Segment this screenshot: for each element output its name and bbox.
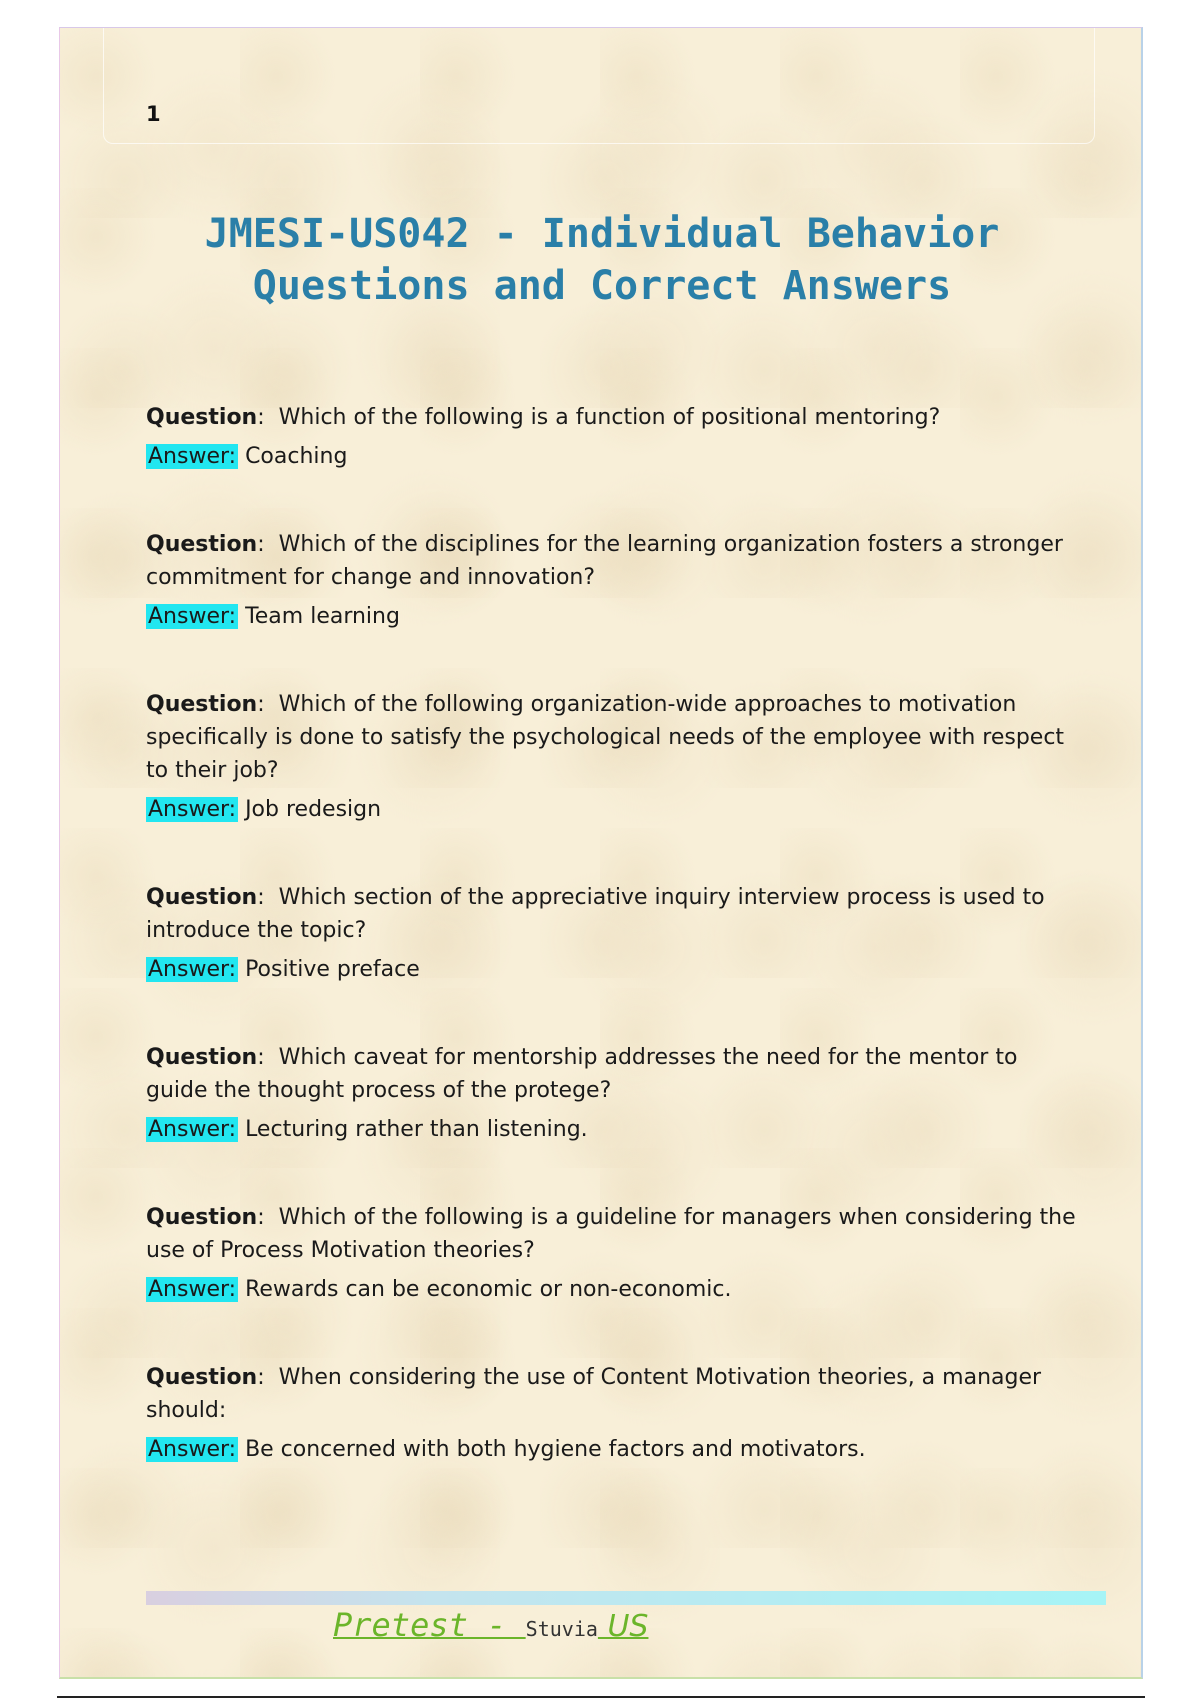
answer-label: Answer: [148,1117,237,1142]
answer-text: Positive preface [245,957,420,982]
footer-brand [333,1606,648,1644]
qa-list [146,401,1076,1521]
question-separator: : [257,1365,265,1390]
question-text: Which section of the appreciative inquiry interview process is used to introduce the topic? [146,885,1045,943]
answer [146,955,1076,985]
question-text: Which of the disciplines for the learning organization fosters a stronger commitment for change and innovation? [146,532,1063,590]
answer-text: Coaching [245,444,348,469]
brand-stuvia: Stuvia [525,1617,598,1641]
question [146,1361,1076,1427]
answer [146,442,1076,472]
question-separator: : [257,405,265,430]
question [146,1041,1076,1107]
question-text: Which caveat for mentorship addresses the need for the mentor to guide the thought process of the protege? [146,1045,1018,1103]
answer-text: Be concerned with both hygiene factors and motivators. [245,1437,866,1462]
page-header-box [103,28,1095,144]
brand-pretest: Pretest - [333,1606,526,1644]
question-label: Question [146,692,258,717]
document-page [59,27,1143,1679]
title-line-1: JMESI-US042 - Individual Behavior [204,211,1000,257]
question [146,1201,1076,1267]
question-text: Which of the following is a function of positional mentoring? [278,405,941,430]
question-label: Question [146,1205,258,1230]
answer-label: Answer: [148,444,237,469]
qa-item [146,1201,1076,1305]
page-number: 1 [146,102,161,126]
title-line-2: Questions and Correct Answers [252,263,952,309]
bottom-rule [57,1696,1145,1698]
answer [146,1115,1076,1145]
question-text: Which of the following organization-wide approaches to motivation specifically is done to satisfy the psychological needs of the employee with respect to their job? [146,692,1065,783]
question [146,528,1076,594]
qa-item [146,401,1076,472]
question-text: Which of the following is a guideline for managers when considering the use of Process Motivation theories? [146,1205,1076,1263]
answer-label: Answer: [148,1277,237,1302]
answer-text: Rewards can be economic or non-economic. [245,1277,732,1302]
qa-item [146,1041,1076,1145]
answer [146,1435,1076,1465]
answer [146,602,1076,632]
question-text: When considering the use of Content Motivation theories, a manager should: [146,1365,1042,1423]
answer-text: Team learning [245,604,400,629]
qa-item [146,1361,1076,1465]
question-label: Question [146,885,258,910]
answer-text: Job redesign [245,797,382,822]
answer [146,795,1076,825]
question-label: Question [146,405,258,430]
question-separator: : [257,692,265,717]
question [146,881,1076,947]
answer-label: Answer: [148,1437,237,1462]
answer [146,1275,1076,1305]
qa-item [146,528,1076,632]
qa-item [146,688,1076,825]
question [146,688,1076,787]
brand-us: US [597,1609,649,1644]
question-separator: : [257,1205,265,1230]
footer-divider-bar [146,1591,1106,1605]
question-separator: : [257,885,265,910]
answer-label: Answer: [148,797,237,822]
question-separator: : [257,532,265,557]
question-label: Question [146,1365,258,1390]
question-separator: : [257,1045,265,1070]
document-title [60,208,1144,312]
question-label: Question [146,532,258,557]
qa-item [146,881,1076,985]
question [146,401,1076,434]
question-label: Question [146,1045,258,1070]
answer-text: Lecturing rather than listening. [245,1117,588,1142]
answer-label: Answer: [148,604,237,629]
answer-label: Answer: [148,957,237,982]
